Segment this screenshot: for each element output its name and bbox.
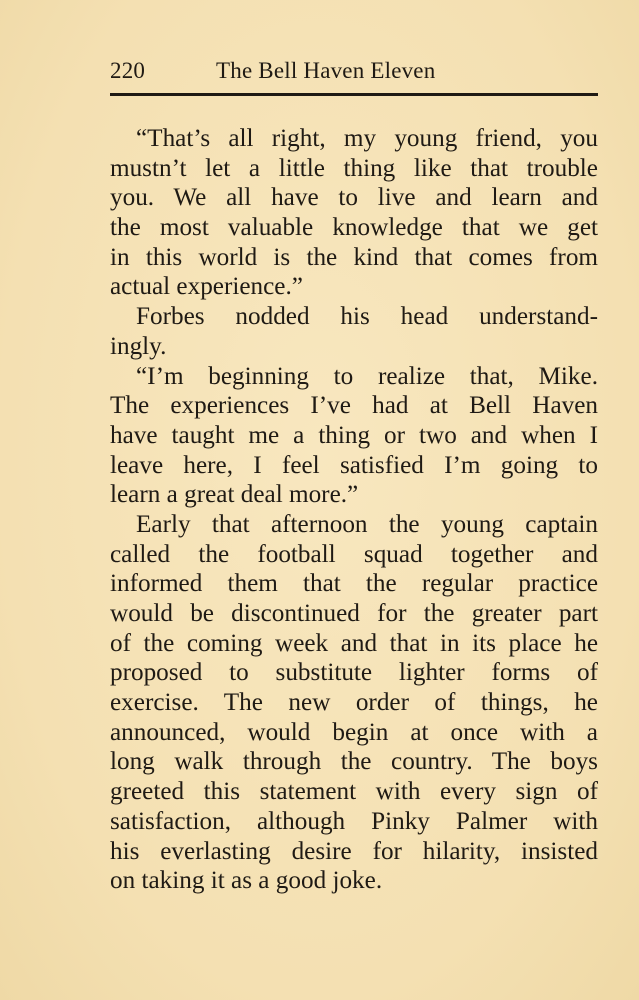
text-line: informed them that the regular practice — [110, 570, 598, 598]
text-line: you. We all have to live and learn and — [110, 184, 598, 212]
body-text — [110, 124, 598, 896]
text-line: proposed to substitute lighter forms of — [110, 659, 598, 687]
text-line: “I’m beginning to realize that, Mike. — [136, 362, 598, 390]
text-line: actual experience.” — [110, 273, 303, 301]
running-title: The Bell Haven Eleven — [216, 58, 436, 83]
page-header — [110, 58, 598, 90]
text-line: on taking it as a good joke. — [110, 867, 383, 895]
text-line: would be discontinued for the greater part — [110, 600, 598, 627]
text-line: the most valuable knowledge that we get — [110, 214, 598, 242]
text-line: The experiences I’ve had at Bell Haven — [110, 392, 598, 420]
text-line: learn a great deal more.” — [110, 481, 359, 509]
text-line: called the football squad together and — [110, 540, 598, 568]
header-rule — [110, 93, 598, 96]
text-line: greeted this statement with every sign of — [110, 778, 598, 806]
text-line: “That’s all right, my young friend, you — [136, 125, 598, 152]
text-line: have taught me a thing or two and when I — [110, 421, 598, 449]
text-line: in this world is the kind that comes from — [110, 243, 598, 271]
text-line: satisfaction, although Pinky Palmer with — [110, 807, 598, 835]
text-line: ingly. — [110, 332, 167, 360]
text-line: announced, would begin at once with a — [110, 718, 598, 746]
text-line: of the coming week and that in its place he — [110, 629, 598, 657]
text-line: exercise. The new order of things, he — [110, 689, 598, 717]
text-line: mustn’t let a little thing like that trouble — [110, 154, 598, 182]
text-line: leave here, I feel satisfied I’m going to — [110, 451, 598, 479]
text-line: Early that afternoon the young captain — [136, 510, 598, 538]
page-number: 220 — [110, 58, 146, 83]
text-line: long walk through the country. The boys — [110, 748, 598, 776]
text-line: his everlasting desire for hilarity, insisted — [110, 837, 598, 865]
text-line: Forbes nodded his head understand- — [136, 303, 598, 331]
